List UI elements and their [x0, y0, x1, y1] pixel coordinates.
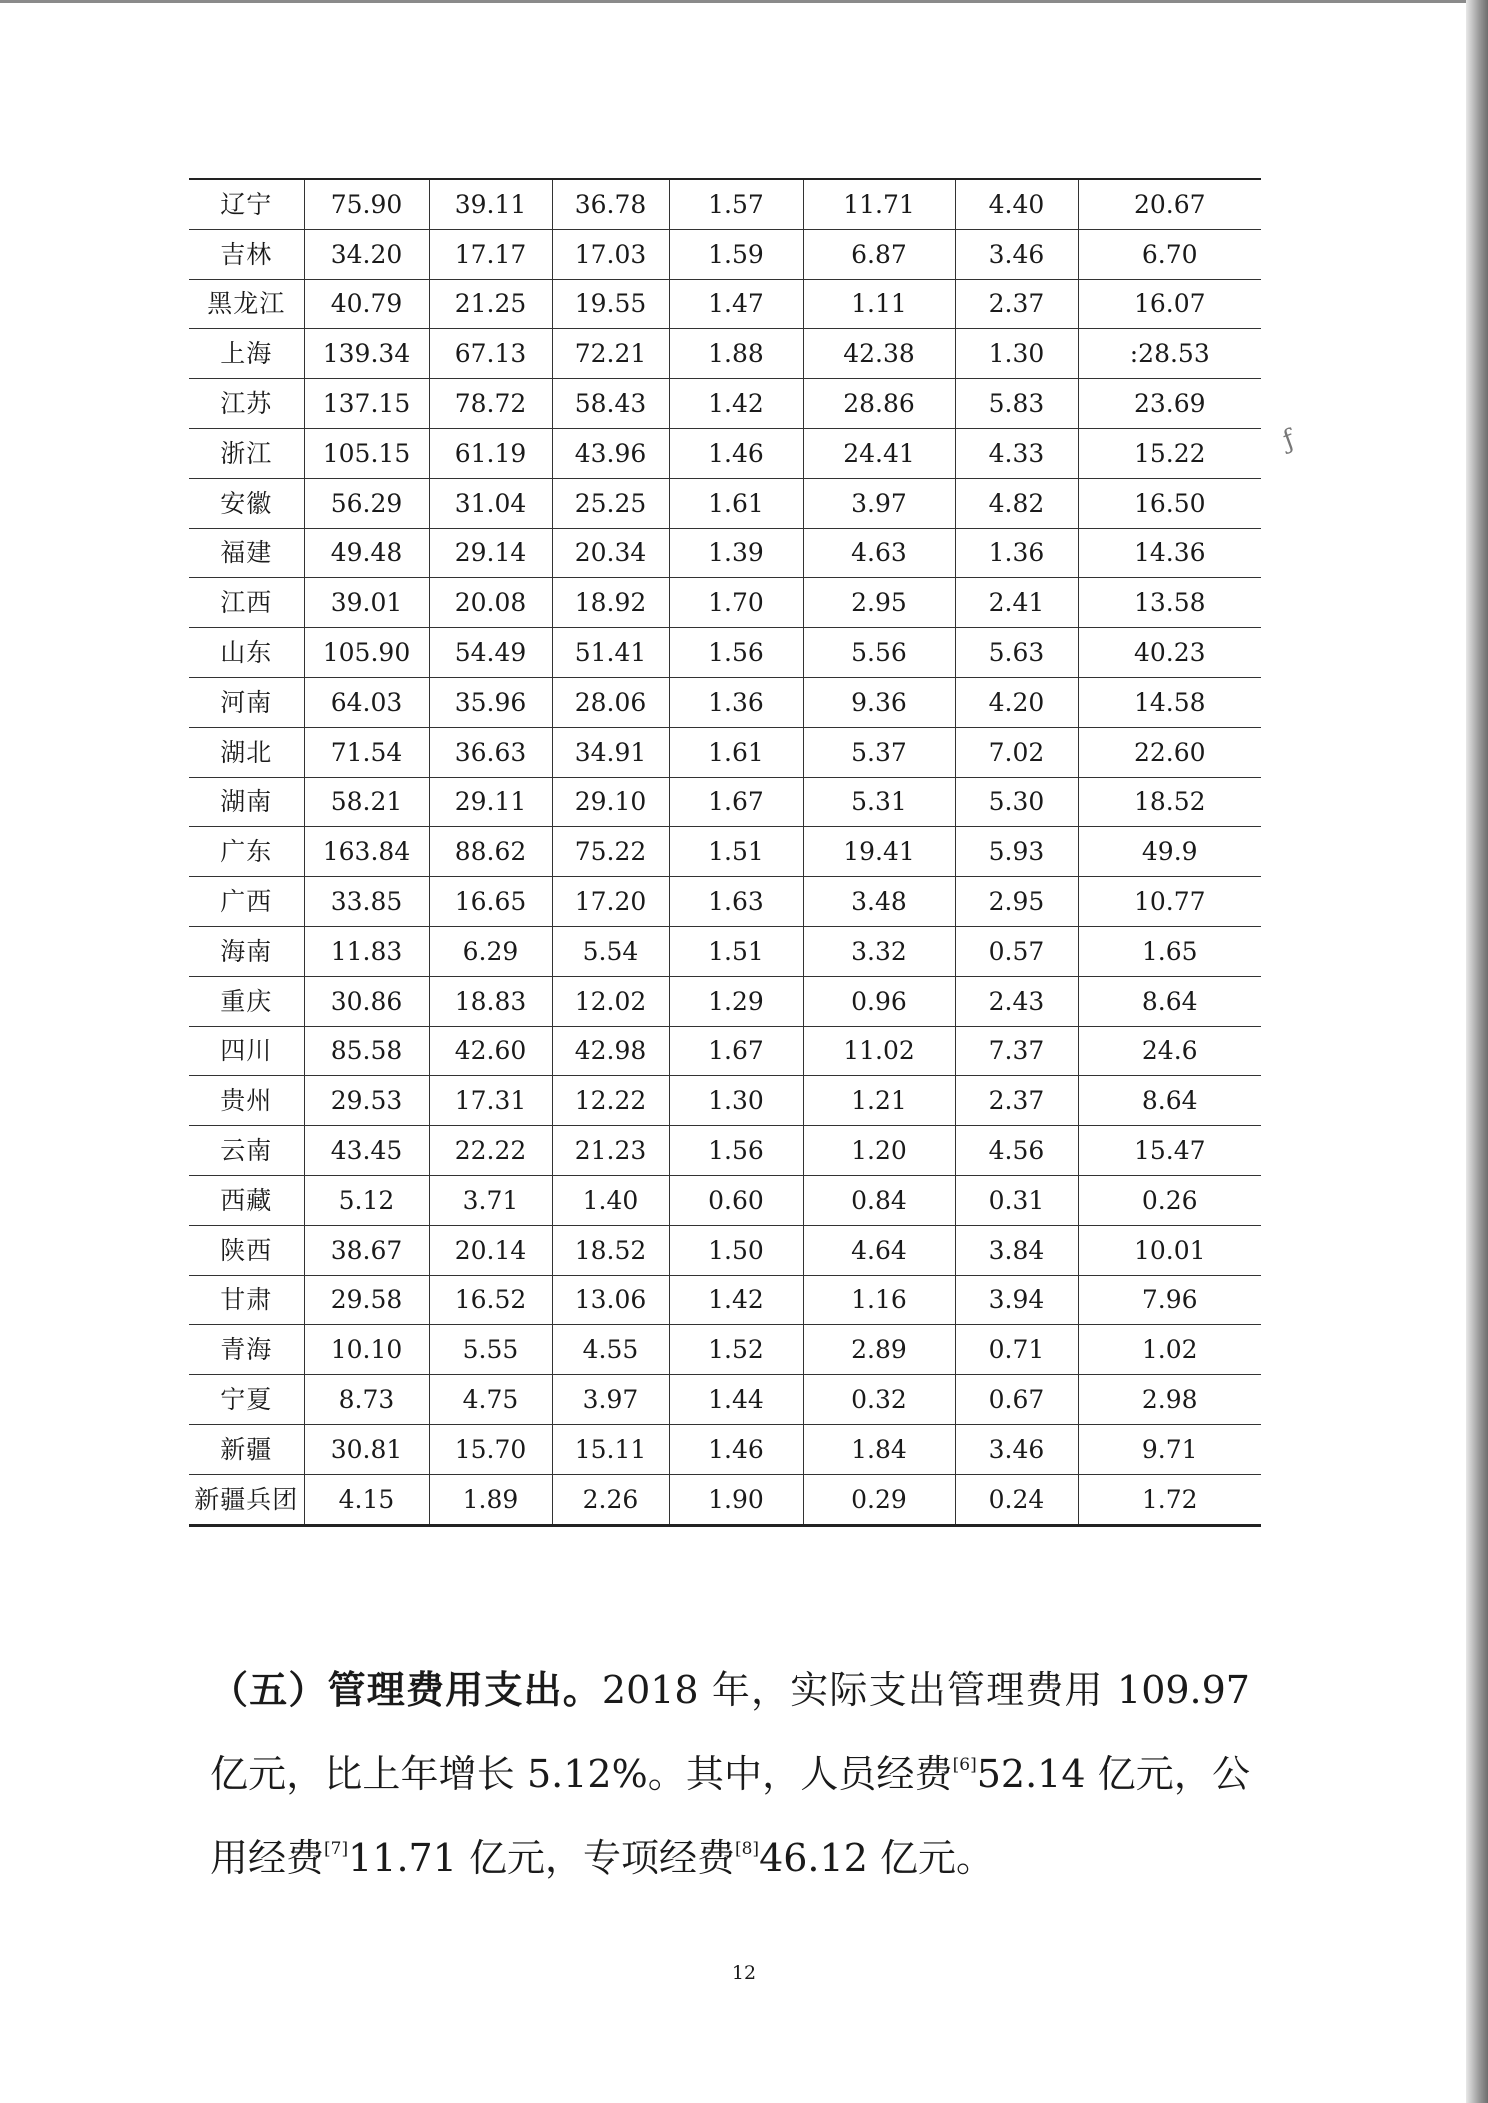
value-cell: 43.45	[304, 1126, 429, 1176]
value-cell: 105.90	[304, 628, 429, 678]
value-cell: 49.48	[304, 528, 429, 578]
value-cell: 1.30	[669, 1076, 803, 1126]
value-cell: 0.71	[955, 1325, 1078, 1375]
table-row	[189, 379, 1261, 429]
value-cell: 16.50	[1078, 478, 1261, 528]
value-cell: 30.86	[304, 976, 429, 1026]
value-cell: 1.21	[803, 1076, 955, 1126]
value-cell: 43.96	[552, 428, 669, 478]
value-cell: 3.71	[429, 1175, 552, 1225]
value-cell: 1.89	[429, 1474, 552, 1525]
region-name-cell: 新疆	[189, 1424, 304, 1474]
value-cell: 18.52	[552, 1225, 669, 1275]
table-row	[189, 1026, 1261, 1076]
table-row	[189, 1175, 1261, 1225]
value-cell: 16.07	[1078, 279, 1261, 329]
value-cell: 1.46	[669, 1424, 803, 1474]
value-cell: 23.69	[1078, 379, 1261, 429]
value-cell: 1.30	[955, 329, 1078, 379]
value-cell: 29.53	[304, 1076, 429, 1126]
table-row	[189, 1275, 1261, 1325]
region-name-cell: 重庆	[189, 976, 304, 1026]
value-cell: 16.65	[429, 877, 552, 927]
region-name-cell: 江西	[189, 578, 304, 628]
value-cell: 4.15	[304, 1474, 429, 1525]
value-cell: 0.84	[803, 1175, 955, 1225]
region-name-cell: 广西	[189, 877, 304, 927]
value-cell: 1.52	[669, 1325, 803, 1375]
value-cell: 56.29	[304, 478, 429, 528]
value-cell: 1.67	[669, 777, 803, 827]
region-name-cell: 广东	[189, 827, 304, 877]
value-cell: 58.43	[552, 379, 669, 429]
value-cell: 2.26	[552, 1474, 669, 1525]
value-cell: 2.43	[955, 976, 1078, 1026]
value-cell: 58.21	[304, 777, 429, 827]
value-cell: 24.6	[1078, 1026, 1261, 1076]
value-cell: 29.10	[552, 777, 669, 827]
value-cell: 1.72	[1078, 1474, 1261, 1525]
value-cell: 39.11	[429, 179, 552, 229]
value-cell: 40.23	[1078, 628, 1261, 678]
value-cell: 34.91	[552, 727, 669, 777]
value-cell: 1.61	[669, 478, 803, 528]
value-cell: 42.38	[803, 329, 955, 379]
value-cell: 18.52	[1078, 777, 1261, 827]
table-row	[189, 976, 1261, 1026]
value-cell: 0.31	[955, 1175, 1078, 1225]
value-cell: 24.41	[803, 428, 955, 478]
paragraph-text-2: 52.14 亿元，公用经费	[210, 1752, 1250, 1880]
value-cell: 1.40	[552, 1175, 669, 1225]
value-cell: 5.55	[429, 1325, 552, 1375]
value-cell: 61.19	[429, 428, 552, 478]
value-cell: 29.58	[304, 1275, 429, 1325]
value-cell: 42.60	[429, 1026, 552, 1076]
value-cell: 28.86	[803, 379, 955, 429]
value-cell: 22.60	[1078, 727, 1261, 777]
table-row	[189, 478, 1261, 528]
table-row	[189, 329, 1261, 379]
value-cell: 14.36	[1078, 528, 1261, 578]
value-cell: 5.54	[552, 926, 669, 976]
value-cell: 14.58	[1078, 677, 1261, 727]
table-row	[189, 428, 1261, 478]
region-name-cell: 云南	[189, 1126, 304, 1176]
region-name-cell: 贵州	[189, 1076, 304, 1126]
value-cell: 1.11	[803, 279, 955, 329]
region-name-cell: 黑龙江	[189, 279, 304, 329]
value-cell: 85.58	[304, 1026, 429, 1076]
value-cell: 78.72	[429, 379, 552, 429]
value-cell: 88.62	[429, 827, 552, 877]
region-name-cell: 江苏	[189, 379, 304, 429]
value-cell: 39.01	[304, 578, 429, 628]
value-cell: 1.56	[669, 1126, 803, 1176]
value-cell: 3.84	[955, 1225, 1078, 1275]
value-cell: 20.67	[1078, 179, 1261, 229]
value-cell: 3.48	[803, 877, 955, 927]
table-row	[189, 777, 1261, 827]
value-cell: 4.20	[955, 677, 1078, 727]
value-cell: 20.08	[429, 578, 552, 628]
value-cell: 2.37	[955, 279, 1078, 329]
scan-top-edge	[0, 0, 1488, 3]
value-cell: 18.83	[429, 976, 552, 1026]
value-cell: 15.22	[1078, 428, 1261, 478]
table-row	[189, 179, 1261, 229]
value-cell: 4.33	[955, 428, 1078, 478]
value-cell: 1.70	[669, 578, 803, 628]
footnote-ref-8: [8]	[734, 1839, 760, 1859]
table-row	[189, 1225, 1261, 1275]
region-name-cell: 山东	[189, 628, 304, 678]
value-cell: 7.96	[1078, 1275, 1261, 1325]
value-cell: 3.46	[955, 1424, 1078, 1474]
value-cell: 2.95	[803, 578, 955, 628]
value-cell: 4.82	[955, 478, 1078, 528]
value-cell: 4.55	[552, 1325, 669, 1375]
value-cell: 3.97	[803, 478, 955, 528]
value-cell: 0.67	[955, 1375, 1078, 1425]
value-cell: 1.39	[669, 528, 803, 578]
region-name-cell: 四川	[189, 1026, 304, 1076]
value-cell: 22.22	[429, 1126, 552, 1176]
value-cell: 1.16	[803, 1275, 955, 1325]
table-row	[189, 677, 1261, 727]
region-name-cell: 浙江	[189, 428, 304, 478]
value-cell: 1.42	[669, 1275, 803, 1325]
value-cell: 75.90	[304, 179, 429, 229]
region-name-cell: 海南	[189, 926, 304, 976]
table-row	[189, 578, 1261, 628]
value-cell: 105.15	[304, 428, 429, 478]
table-row	[189, 1076, 1261, 1126]
province-data-table	[189, 178, 1261, 1527]
value-cell: 12.22	[552, 1076, 669, 1126]
value-cell: 1.61	[669, 727, 803, 777]
value-cell: 17.20	[552, 877, 669, 927]
value-cell: 1.90	[669, 1474, 803, 1525]
value-cell: 49.9	[1078, 827, 1261, 877]
value-cell: 1.36	[955, 528, 1078, 578]
value-cell: 4.40	[955, 179, 1078, 229]
value-cell: 11.71	[803, 179, 955, 229]
region-name-cell: 甘肃	[189, 1275, 304, 1325]
region-name-cell: 吉林	[189, 229, 304, 279]
table-row	[189, 628, 1261, 678]
region-name-cell: 青海	[189, 1325, 304, 1375]
value-cell: 19.55	[552, 279, 669, 329]
value-cell: 139.34	[304, 329, 429, 379]
table-row	[189, 827, 1261, 877]
value-cell: 1.50	[669, 1225, 803, 1275]
region-name-cell: 上海	[189, 329, 304, 379]
footnote-ref-7: [7]	[324, 1839, 349, 1859]
value-cell: 1.63	[669, 877, 803, 927]
value-cell: 0.60	[669, 1175, 803, 1225]
value-cell: 2.41	[955, 578, 1078, 628]
value-cell: 64.03	[304, 677, 429, 727]
value-cell: 5.30	[955, 777, 1078, 827]
value-cell: 21.25	[429, 279, 552, 329]
table-row	[189, 1474, 1261, 1525]
value-cell: 1.88	[669, 329, 803, 379]
table-row	[189, 877, 1261, 927]
value-cell: 9.71	[1078, 1424, 1261, 1474]
value-cell: 1.84	[803, 1424, 955, 1474]
value-cell: 2.37	[955, 1076, 1078, 1126]
value-cell: 6.70	[1078, 229, 1261, 279]
region-name-cell: 陕西	[189, 1225, 304, 1275]
value-cell: 17.03	[552, 229, 669, 279]
value-cell: 1.42	[669, 379, 803, 429]
value-cell: 1.65	[1078, 926, 1261, 976]
region-name-cell: 西藏	[189, 1175, 304, 1225]
value-cell: 1.51	[669, 926, 803, 976]
value-cell: 71.54	[304, 727, 429, 777]
value-cell: 25.25	[552, 478, 669, 528]
value-cell: 30.81	[304, 1424, 429, 1474]
section-heading: （五）管理费用支出。	[210, 1667, 602, 1712]
value-cell: 1.02	[1078, 1325, 1261, 1375]
table-row	[189, 528, 1261, 578]
region-name-cell: 福建	[189, 528, 304, 578]
region-name-cell: 安徽	[189, 478, 304, 528]
value-cell: 5.83	[955, 379, 1078, 429]
value-cell: 4.56	[955, 1126, 1078, 1176]
management-expense-paragraph	[210, 1648, 1250, 1900]
value-cell: 4.64	[803, 1225, 955, 1275]
value-cell: 137.15	[304, 379, 429, 429]
value-cell: 29.11	[429, 777, 552, 827]
value-cell: 28.06	[552, 677, 669, 727]
value-cell: 0.24	[955, 1474, 1078, 1525]
region-name-cell: 新疆兵团	[194, 1484, 299, 1514]
region-name-cell: 河南	[189, 677, 304, 727]
value-cell: 5.37	[803, 727, 955, 777]
value-cell: 6.87	[803, 229, 955, 279]
value-cell: 19.41	[803, 827, 955, 877]
value-cell: 29.14	[429, 528, 552, 578]
value-cell: 1.29	[669, 976, 803, 1026]
region-name-cell: 湖南	[189, 777, 304, 827]
value-cell: 6.29	[429, 926, 552, 976]
value-cell: 17.31	[429, 1076, 552, 1126]
value-cell: 1.67	[669, 1026, 803, 1076]
value-cell: 67.13	[429, 329, 552, 379]
value-cell: 42.98	[552, 1026, 669, 1076]
value-cell: 8.64	[1078, 976, 1261, 1026]
value-cell: 72.21	[552, 329, 669, 379]
value-cell: 21.23	[552, 1126, 669, 1176]
value-cell: 2.95	[955, 877, 1078, 927]
value-cell: 0.57	[955, 926, 1078, 976]
value-cell: :28.53	[1078, 329, 1261, 379]
value-cell: 5.56	[803, 628, 955, 678]
value-cell: 7.37	[955, 1026, 1078, 1076]
table-body	[189, 179, 1261, 1525]
value-cell: 36.78	[552, 179, 669, 229]
value-cell: 1.20	[803, 1126, 955, 1176]
scan-page-edge	[1466, 0, 1488, 2103]
value-cell: 1.36	[669, 677, 803, 727]
value-cell: 33.85	[304, 877, 429, 927]
value-cell: 5.31	[803, 777, 955, 827]
value-cell: 3.32	[803, 926, 955, 976]
footnote-ref-6: [6]	[952, 1755, 977, 1775]
region-name-cell: 辽宁	[189, 179, 304, 229]
value-cell: 0.32	[803, 1375, 955, 1425]
value-cell: 4.63	[803, 528, 955, 578]
table-row	[189, 1424, 1261, 1474]
value-cell: 2.98	[1078, 1375, 1261, 1425]
value-cell: 15.47	[1078, 1126, 1261, 1176]
paragraph-text-3: 11.71 亿元，专项经费	[348, 1836, 735, 1880]
value-cell: 3.46	[955, 229, 1078, 279]
value-cell: 7.02	[955, 727, 1078, 777]
table-row	[189, 1126, 1261, 1176]
value-cell: 36.63	[429, 727, 552, 777]
table-row	[189, 229, 1261, 279]
value-cell: 5.63	[955, 628, 1078, 678]
value-cell: 10.10	[304, 1325, 429, 1375]
province-data-table-container	[189, 178, 1261, 1527]
value-cell: 5.93	[955, 827, 1078, 877]
value-cell: 11.83	[304, 926, 429, 976]
value-cell: 0.29	[803, 1474, 955, 1525]
value-cell: 8.73	[304, 1375, 429, 1425]
value-cell: 20.34	[552, 528, 669, 578]
value-cell: 5.12	[304, 1175, 429, 1225]
page-number: 12	[731, 1962, 757, 1984]
value-cell: 4.75	[429, 1375, 552, 1425]
value-cell: 12.02	[552, 976, 669, 1026]
value-cell: 163.84	[304, 827, 429, 877]
value-cell: 0.26	[1078, 1175, 1261, 1225]
value-cell: 1.56	[669, 628, 803, 678]
paragraph-text-4: 46.12 亿元。	[759, 1836, 994, 1880]
stray-pen-mark: ƒ	[1279, 424, 1299, 456]
value-cell: 3.94	[955, 1275, 1078, 1325]
value-cell: 35.96	[429, 677, 552, 727]
table-row	[189, 926, 1261, 976]
value-cell: 54.49	[429, 628, 552, 678]
table-row	[189, 727, 1261, 777]
value-cell: 75.22	[552, 827, 669, 877]
value-cell: 15.11	[552, 1424, 669, 1474]
value-cell: 8.64	[1078, 1076, 1261, 1126]
value-cell: 31.04	[429, 478, 552, 528]
value-cell: 2.89	[803, 1325, 955, 1375]
paragraph-text-1: 2018 年，实际支出管理费用 109.97 亿元，比上年增长 5.12%。其中，人员经费	[210, 1668, 1250, 1796]
value-cell: 13.58	[1078, 578, 1261, 628]
value-cell: 15.70	[429, 1424, 552, 1474]
value-cell: 18.92	[552, 578, 669, 628]
value-cell: 3.97	[552, 1375, 669, 1425]
value-cell: 51.41	[552, 628, 669, 678]
value-cell: 20.14	[429, 1225, 552, 1275]
value-cell: 1.51	[669, 827, 803, 877]
region-name-cell: 宁夏	[189, 1375, 304, 1425]
value-cell: 1.46	[669, 428, 803, 478]
value-cell: 0.96	[803, 976, 955, 1026]
table-row	[189, 1325, 1261, 1375]
value-cell: 17.17	[429, 229, 552, 279]
value-cell: 1.57	[669, 179, 803, 229]
value-cell: 11.02	[803, 1026, 955, 1076]
value-cell: 16.52	[429, 1275, 552, 1325]
value-cell: 38.67	[304, 1225, 429, 1275]
value-cell: 10.77	[1078, 877, 1261, 927]
value-cell: 40.79	[304, 279, 429, 329]
value-cell: 1.59	[669, 229, 803, 279]
value-cell: 34.20	[304, 229, 429, 279]
value-cell: 13.06	[552, 1275, 669, 1325]
value-cell: 10.01	[1078, 1225, 1261, 1275]
table-row	[189, 1375, 1261, 1425]
table-row	[189, 279, 1261, 329]
value-cell: 1.47	[669, 279, 803, 329]
value-cell: 1.44	[669, 1375, 803, 1425]
value-cell: 9.36	[803, 677, 955, 727]
region-name-cell: 湖北	[189, 727, 304, 777]
